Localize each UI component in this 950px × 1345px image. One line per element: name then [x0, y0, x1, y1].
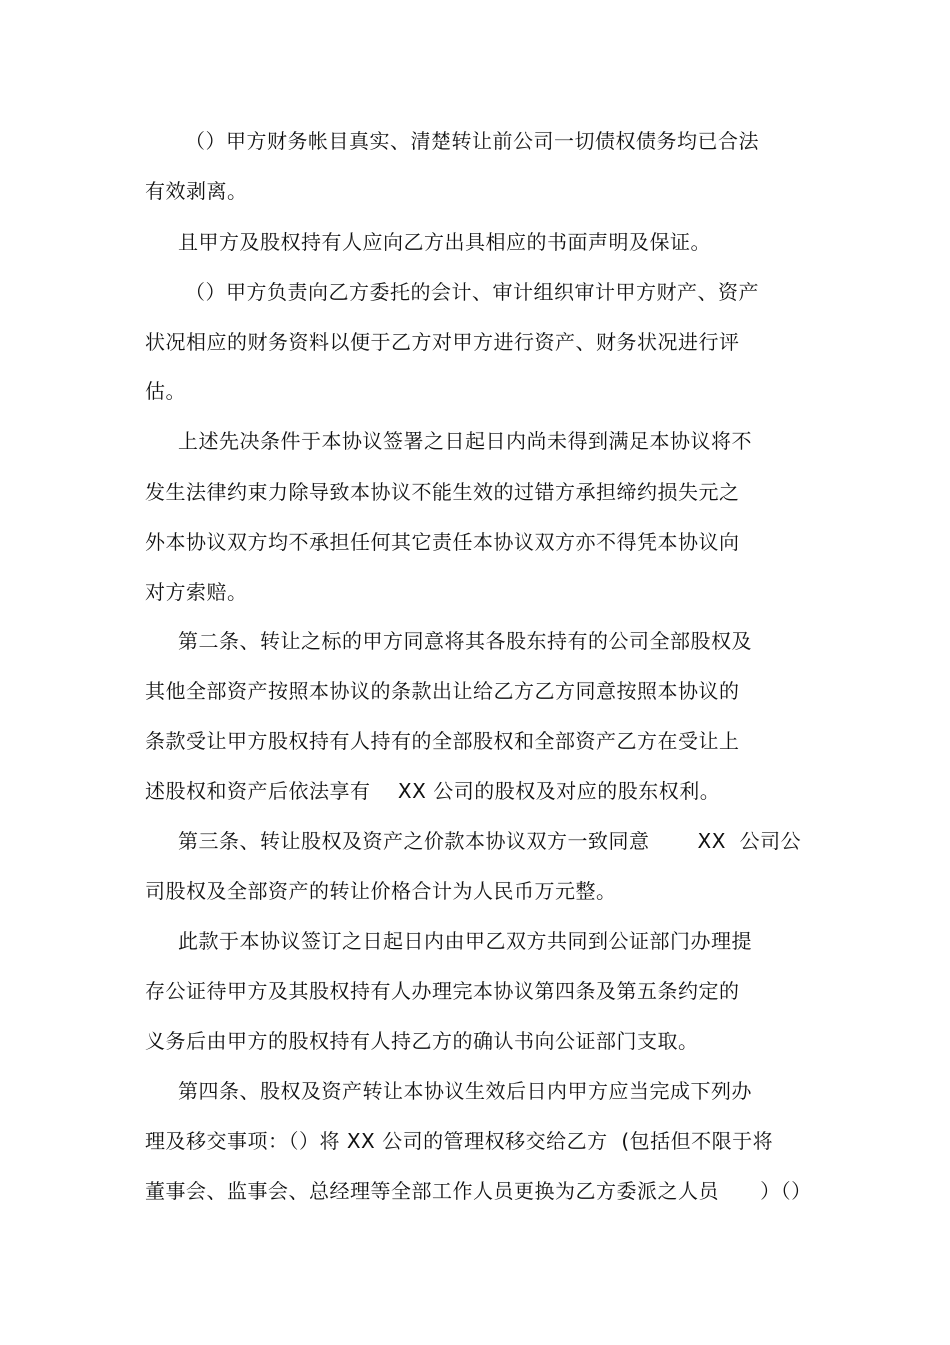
para-line-18: 存公证待甲方及其股权持有人办理完本协议第四条及第五条约定的 — [145, 979, 740, 1003]
para-line-20: 第四条、股权及资产转让本协议生效后日内甲方应当完成下列办 — [178, 1079, 752, 1103]
para-line-5: 状况相应的财务资料以便于乙方对甲方进行资产、财务状况进行评 — [145, 330, 740, 354]
para-line-7: 上述先决条件于本协议签署之日起日内尚未得到满足本协议将不 — [178, 429, 752, 453]
para-line-3: 且甲方及股权持有人应向乙方出具相应的书面声明及保证。 — [178, 230, 711, 254]
para-line-14: 述股权和资产后依法享有 XX 公司的股权及对应的股东权利。 — [145, 779, 721, 803]
para-line-19: 义务后由甲方的股权持有人持乙方的确认书向公证部门支取。 — [145, 1029, 699, 1053]
para-line-1: （）甲方财务帐目真实、清楚转让前公司一切债权债务均已合法 — [185, 129, 759, 153]
para-line-4: （）甲方负责向乙方委托的会计、审计组织审计甲方财产、资产 — [185, 280, 759, 304]
para-line-6: 估。 — [145, 379, 186, 403]
para-line-8: 发生法律约束力除导致本协议不能生效的过错方承担缔约损失元之 — [145, 480, 740, 504]
para-line-17: 此款于本协议签订之日起日内由甲乙双方共同到公证部门办理提 — [178, 929, 752, 953]
para-line-10: 对方索赔。 — [145, 580, 248, 604]
para-line-9: 外本协议双方均不承担任何其它责任本协议双方亦不得凭本协议向 — [145, 530, 740, 554]
para-line-22: 董事会、监事会、总经理等全部工作人员更换为乙方委派之人员 ）（） — [145, 1179, 812, 1203]
para-line-21: 理及移交事项：（）将 XX 公司的管理权移交给乙方 (包括但不限于将 — [145, 1129, 774, 1153]
para-line-13: 条款受让甲方股权持有人持有的全部股权和全部资产乙方在受让上 — [145, 729, 740, 753]
para-line-11: 第二条、转让之标的甲方同意将其各股东持有的公司全部股权及 — [178, 629, 752, 653]
para-line-15: 第三条、转让股权及资产之价款本协议双方一致同意 XX 公司公 — [178, 829, 802, 853]
para-line-12: 其他全部资产按照本协议的条款出让给乙方乙方同意按照本协议的 — [145, 679, 740, 703]
para-line-2: 有效剥离。 — [145, 179, 248, 203]
para-line-16: 司股权及全部资产的转让价格合计为人民币万元整。 — [145, 879, 617, 903]
